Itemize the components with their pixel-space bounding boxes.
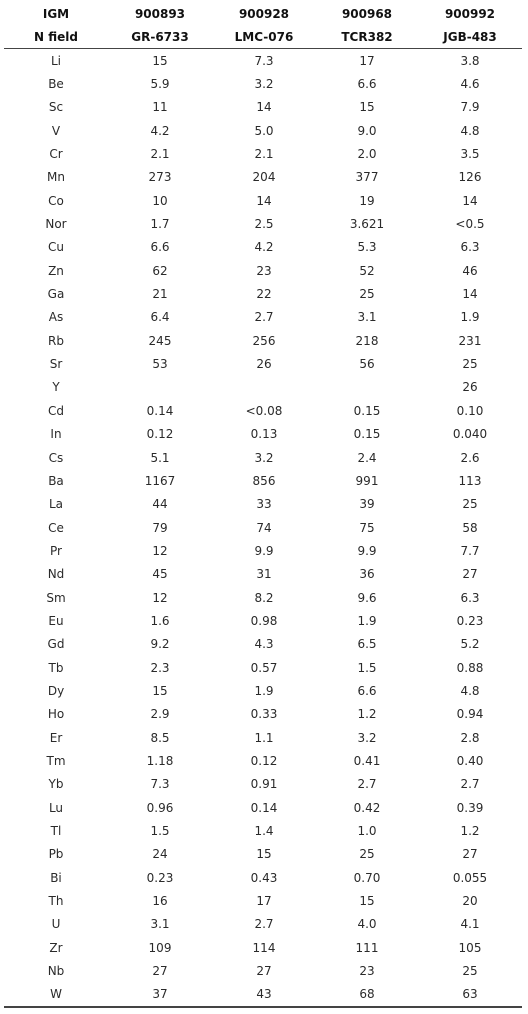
element-symbol-cell: Nb	[47, 964, 65, 979]
element-symbol-cell: In	[50, 427, 62, 442]
table-row	[4, 352, 522, 375]
value-cell: 15	[359, 100, 375, 115]
value-cell: 8.2	[254, 590, 274, 605]
value-cell: 3.2	[357, 730, 377, 745]
element-symbol-cell: Nor	[45, 217, 67, 232]
value-cell: 39	[359, 497, 375, 512]
value-cell: 991	[355, 473, 379, 488]
value-cell: 7.7	[460, 543, 480, 558]
header-row-field	[4, 25, 522, 49]
value-cell: 15	[256, 847, 272, 862]
table-row	[4, 212, 522, 235]
element-symbol-cell: Tl	[50, 824, 62, 839]
element-symbol-cell: Co	[48, 193, 64, 208]
value-cell: 24	[152, 847, 168, 862]
element-symbol-cell: Ga	[47, 287, 65, 302]
value-cell: 3.1	[357, 310, 377, 325]
element-symbol-cell: Ho	[47, 707, 65, 722]
table-row	[4, 539, 522, 562]
value-cell: 7.3	[254, 53, 274, 68]
table-row	[4, 983, 522, 1007]
value-cell: 21	[152, 287, 168, 302]
value-cell: 63	[418, 983, 522, 1007]
value-cell: 36	[359, 567, 375, 582]
value-cell: 2.5	[254, 217, 274, 232]
value-cell: 4.6	[460, 77, 480, 92]
table-row	[4, 282, 522, 305]
table-row	[4, 189, 522, 212]
value-cell: 15	[152, 683, 168, 698]
value-cell: 22	[256, 287, 272, 302]
table-row	[4, 819, 522, 842]
value-cell: 4.8	[460, 123, 480, 138]
table-row	[4, 843, 522, 866]
element-symbol-cell: Pb	[48, 847, 64, 862]
element-symbol-cell: Eu	[48, 613, 64, 628]
table-body	[4, 49, 522, 1008]
value-cell: 26	[462, 380, 478, 395]
value-cell: 1.4	[254, 824, 274, 839]
value-cell: 58	[462, 520, 478, 535]
value-cell: 2.8	[460, 730, 480, 745]
value-cell: 46	[462, 263, 478, 278]
value-cell: 5.0	[254, 123, 274, 138]
value-cell: 3.1	[150, 917, 170, 932]
value-cell: 0.040	[452, 427, 488, 442]
element-symbol-cell: Th	[48, 894, 64, 909]
value-cell: 31	[256, 567, 272, 582]
table-row	[4, 306, 522, 329]
value-cell: 25	[462, 964, 478, 979]
value-cell: 74	[256, 520, 272, 535]
value-cell: 56	[359, 357, 375, 372]
value-cell: 5.1	[150, 450, 170, 465]
value-cell: 0.23	[146, 870, 174, 885]
element-symbol-cell: Gd	[47, 637, 65, 652]
table-row	[4, 726, 522, 749]
element-symbol-cell: Dy	[47, 683, 65, 698]
value-cell: 9.9	[254, 543, 274, 558]
value-cell: 3.8	[460, 53, 480, 68]
value-cell: 1.1	[254, 730, 274, 745]
value-cell: 0.15	[353, 427, 381, 442]
value-cell: 9.2	[150, 637, 170, 652]
value-cell: 23	[256, 263, 272, 278]
element-symbol-cell: Cd	[48, 403, 64, 418]
value-cell: 0.57	[250, 660, 278, 675]
value-cell: 1.6	[150, 613, 170, 628]
value-cell: 2.1	[254, 147, 274, 162]
value-cell: 27	[152, 964, 168, 979]
element-symbol-cell: Er	[49, 730, 63, 745]
value-cell	[212, 376, 316, 399]
header-field-sample-1: GR-6733	[108, 25, 212, 49]
value-cell: 16	[152, 894, 168, 909]
value-cell: 0.91	[250, 777, 278, 792]
value-cell: 1167	[144, 473, 176, 488]
value-cell: 0.13	[250, 427, 278, 442]
table-row	[4, 936, 522, 959]
element-symbol-cell: W	[4, 983, 108, 1007]
value-cell: 7.3	[150, 777, 170, 792]
value-cell: 52	[359, 263, 375, 278]
value-cell: 2.0	[357, 147, 377, 162]
value-cell: 0.12	[146, 427, 174, 442]
value-cell: 43	[212, 983, 316, 1007]
table-row	[4, 423, 522, 446]
value-cell: 3.5	[460, 147, 480, 162]
table-row	[4, 889, 522, 912]
value-cell: 20	[462, 894, 478, 909]
value-cell: 1.0	[357, 824, 377, 839]
value-cell: 0.10	[456, 403, 484, 418]
table-row	[4, 913, 522, 936]
element-symbol-cell: V	[51, 123, 61, 138]
value-cell: 6.4	[150, 310, 170, 325]
value-cell: 19	[359, 193, 375, 208]
value-cell: 6.5	[357, 637, 377, 652]
value-cell: 0.12	[250, 753, 278, 768]
value-cell: 256	[252, 333, 276, 348]
element-symbol-cell: Y	[52, 380, 60, 395]
table-row	[4, 376, 522, 399]
value-cell: 245	[148, 333, 172, 348]
value-cell: 14	[462, 193, 478, 208]
header-igm-sample-4: 900992	[444, 6, 496, 21]
table-row	[4, 633, 522, 656]
table-row	[4, 469, 522, 492]
table-header	[4, 2, 522, 49]
value-cell: 25	[359, 287, 375, 302]
value-cell: 26	[256, 357, 272, 372]
table-row	[4, 72, 522, 95]
value-cell: 4.0	[357, 917, 377, 932]
value-cell: 1.5	[150, 824, 170, 839]
table-row	[4, 563, 522, 586]
element-symbol-cell: Sr	[49, 357, 63, 372]
table-row	[4, 749, 522, 772]
value-cell: 0.43	[250, 870, 278, 885]
header-field-label: N field	[4, 25, 108, 49]
value-cell: 1.5	[357, 660, 377, 675]
table-row	[4, 119, 522, 142]
element-symbol-cell: Sc	[48, 100, 64, 115]
value-cell: 8.5	[150, 730, 170, 745]
value-cell: 27	[256, 964, 272, 979]
element-symbol-cell: La	[48, 497, 64, 512]
value-cell: 5.2	[460, 637, 480, 652]
table-row	[4, 609, 522, 632]
value-cell: 0.41	[353, 753, 381, 768]
value-cell: 0.96	[146, 800, 174, 815]
value-cell: 0.15	[353, 403, 381, 418]
value-cell: 0.23	[456, 613, 484, 628]
table-row	[4, 236, 522, 259]
value-cell: 2.7	[357, 777, 377, 792]
value-cell: 273	[148, 170, 172, 185]
value-cell: 1.2	[357, 707, 377, 722]
value-cell: 0.42	[353, 800, 381, 815]
table-row	[4, 703, 522, 726]
table-row	[4, 493, 522, 516]
value-cell: 3.2	[254, 450, 274, 465]
value-cell: 1.9	[254, 683, 274, 698]
value-cell: 6.6	[150, 240, 170, 255]
value-cell: 4.1	[460, 917, 480, 932]
value-cell: 6.3	[460, 590, 480, 605]
value-cell: 12	[152, 543, 168, 558]
table-row	[4, 49, 522, 73]
table-row	[4, 586, 522, 609]
value-cell	[108, 376, 212, 399]
value-cell: 1.7	[150, 217, 170, 232]
table-row	[4, 773, 522, 796]
value-cell: 14	[256, 100, 272, 115]
value-cell: 17	[359, 53, 375, 68]
value-cell: 0.88	[456, 660, 484, 675]
header-row-igm	[4, 2, 522, 25]
value-cell: 10	[152, 193, 168, 208]
value-cell: 79	[152, 520, 168, 535]
value-cell: 12	[152, 590, 168, 605]
value-cell: 25	[462, 357, 478, 372]
value-cell: 9.6	[357, 590, 377, 605]
element-symbol-cell: Li	[50, 53, 62, 68]
value-cell: 4.2	[150, 123, 170, 138]
element-symbol-cell: Sm	[46, 590, 66, 605]
value-cell: 113	[458, 473, 482, 488]
table-row	[4, 96, 522, 119]
value-cell: 2.1	[150, 147, 170, 162]
value-cell: 1.9	[357, 613, 377, 628]
value-cell: 25	[359, 847, 375, 862]
value-cell: 75	[359, 520, 375, 535]
data-table-container	[4, 2, 522, 1008]
element-symbol-cell: Mn	[47, 170, 65, 185]
table-row	[4, 866, 522, 889]
element-symbol-cell: Bi	[50, 870, 62, 885]
table-row	[4, 516, 522, 539]
element-symbol-cell: Cs	[48, 450, 64, 465]
value-cell: 1.9	[460, 310, 480, 325]
value-cell: 111	[355, 940, 379, 955]
value-cell: 4.8	[460, 683, 480, 698]
value-cell: 231	[458, 333, 482, 348]
value-cell: 2.4	[357, 450, 377, 465]
value-cell: 0.39	[456, 800, 484, 815]
value-cell: 53	[152, 357, 168, 372]
element-symbol-cell: Ce	[48, 520, 64, 535]
value-cell: 45	[152, 567, 168, 582]
value-cell: 3.2	[254, 77, 274, 92]
element-symbol-cell: Be	[48, 77, 64, 92]
element-symbol-cell: Rb	[48, 333, 64, 348]
value-cell: 25	[462, 497, 478, 512]
table-row	[4, 329, 522, 352]
value-cell: 14	[462, 287, 478, 302]
value-cell: 6.3	[460, 240, 480, 255]
value-cell: 14	[256, 193, 272, 208]
value-cell: 5.3	[357, 240, 377, 255]
value-cell: 2.6	[460, 450, 480, 465]
table-row	[4, 446, 522, 469]
element-symbol-cell: As	[48, 310, 64, 325]
value-cell: 5.9	[150, 77, 170, 92]
header-igm-sample-2: 900928	[238, 6, 290, 21]
value-cell: 0.14	[146, 403, 174, 418]
value-cell: 126	[458, 170, 482, 185]
value-cell: 6.6	[357, 683, 377, 698]
value-cell: 377	[355, 170, 379, 185]
element-concentration-table	[4, 2, 522, 1008]
value-cell: 0.94	[456, 707, 484, 722]
value-cell: 68	[316, 983, 418, 1007]
element-symbol-cell: Zr	[49, 940, 63, 955]
header-field-sample-4: JGB-483	[418, 25, 522, 49]
table-row	[4, 399, 522, 422]
value-cell: 27	[462, 567, 478, 582]
value-cell: 105	[458, 940, 482, 955]
element-symbol-cell: Zn	[48, 263, 64, 278]
value-cell: 0.70	[353, 870, 381, 885]
header-igm-label: IGM	[42, 6, 70, 21]
value-cell: 2.3	[150, 660, 170, 675]
value-cell: 3.621	[349, 217, 385, 232]
value-cell: 218	[355, 333, 379, 348]
value-cell: <0.5	[455, 217, 485, 232]
element-symbol-cell: Nd	[47, 567, 65, 582]
table-row	[4, 142, 522, 165]
value-cell: 4.2	[254, 240, 274, 255]
value-cell: 1.18	[146, 753, 174, 768]
value-cell: 15	[152, 53, 168, 68]
table-row	[4, 259, 522, 282]
value-cell: 0.33	[250, 707, 278, 722]
value-cell: 17	[256, 894, 272, 909]
value-cell: 4.3	[254, 637, 274, 652]
element-symbol-cell: Lu	[48, 800, 64, 815]
value-cell: 11	[152, 100, 168, 115]
table-row	[4, 796, 522, 819]
element-symbol-cell: Pr	[50, 543, 62, 558]
value-cell: 2.7	[254, 310, 274, 325]
value-cell: 15	[359, 894, 375, 909]
value-cell: 0.14	[250, 800, 278, 815]
table-row	[4, 679, 522, 702]
element-symbol-cell: U	[51, 917, 61, 932]
element-symbol-cell: Ba	[48, 473, 64, 488]
header-field-sample-2: LMC-076	[212, 25, 316, 49]
value-cell: 0.055	[452, 870, 488, 885]
element-symbol-cell: Cu	[48, 240, 64, 255]
value-cell: 109	[148, 940, 172, 955]
value-cell: 6.6	[357, 77, 377, 92]
value-cell: 0.40	[456, 753, 484, 768]
value-cell: 27	[462, 847, 478, 862]
value-cell: 9.0	[357, 123, 377, 138]
element-symbol-cell: Yb	[48, 777, 64, 792]
value-cell: 2.7	[254, 917, 274, 932]
element-symbol-cell: Tb	[48, 660, 64, 675]
header-igm-sample-3: 900968	[341, 6, 393, 21]
table-row	[4, 959, 522, 982]
value-cell: 856	[252, 473, 276, 488]
value-cell: 44	[152, 497, 168, 512]
header-field-sample-3: TCR382	[316, 25, 418, 49]
value-cell: 62	[152, 263, 168, 278]
value-cell: 0.98	[250, 613, 278, 628]
value-cell	[316, 376, 418, 399]
value-cell: 2.7	[460, 777, 480, 792]
header-igm-sample-1: 900893	[134, 6, 186, 21]
table-row	[4, 166, 522, 189]
value-cell: <0.08	[245, 403, 283, 418]
value-cell: 114	[252, 940, 276, 955]
element-symbol-cell: Tm	[46, 753, 66, 768]
value-cell: 33	[256, 497, 272, 512]
value-cell: 7.9	[460, 100, 480, 115]
value-cell: 2.9	[150, 707, 170, 722]
table-row	[4, 656, 522, 679]
value-cell: 204	[252, 170, 276, 185]
value-cell: 23	[359, 964, 375, 979]
value-cell: 37	[108, 983, 212, 1007]
value-cell: 1.2	[460, 824, 480, 839]
value-cell: 9.9	[357, 543, 377, 558]
element-symbol-cell: Cr	[49, 147, 63, 162]
